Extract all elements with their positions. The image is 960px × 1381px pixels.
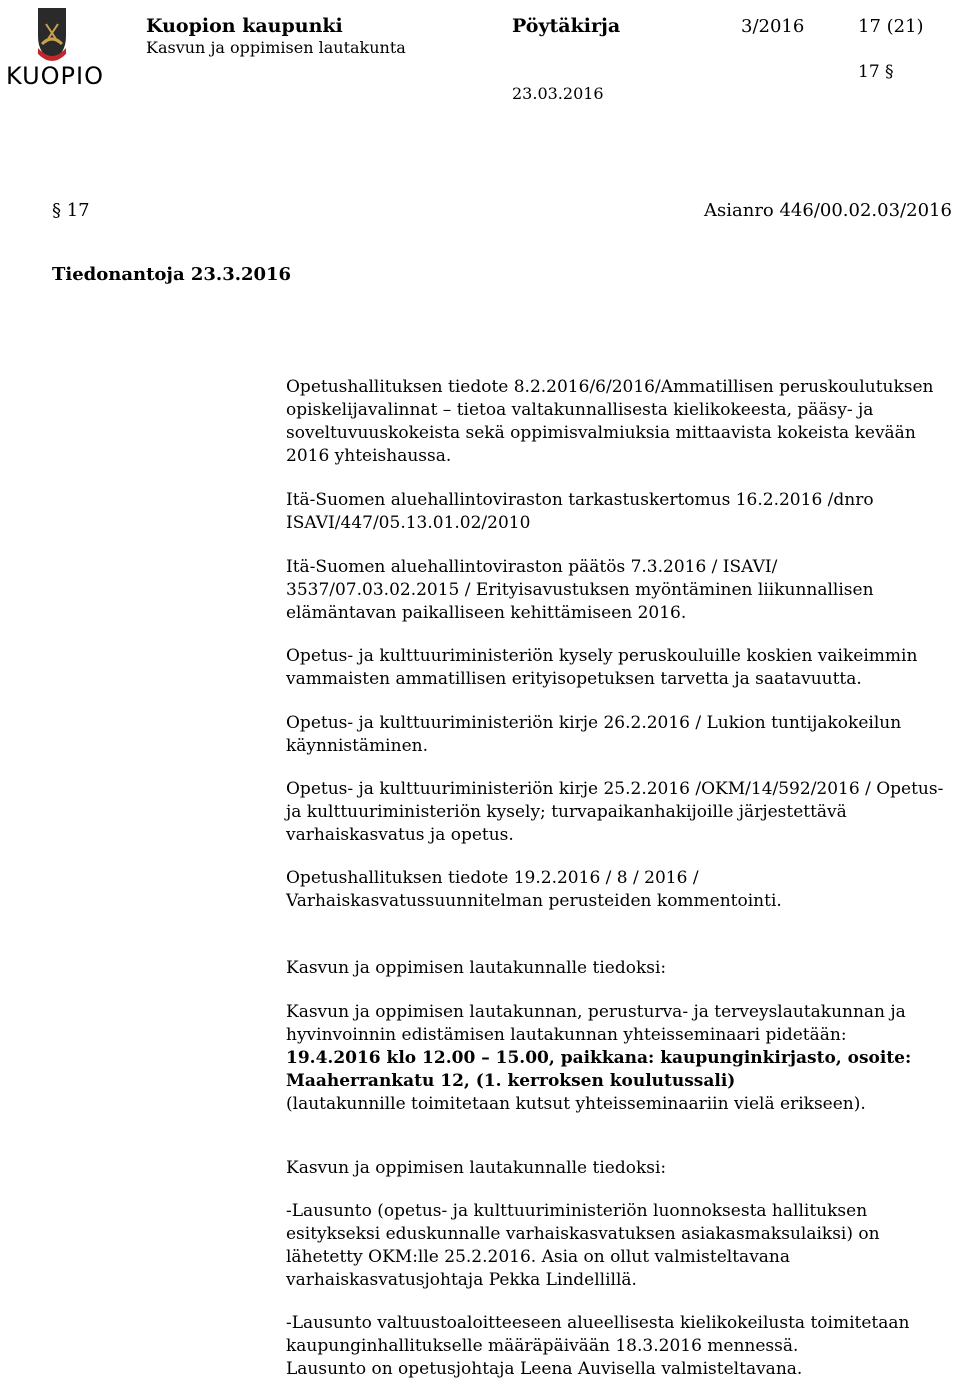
paragraph-6: Opetus- ja kulttuuriministeriön kirje 25.2.2016 /OKM/14/592/2016 / Opetus- ja kulttuuriministeriön kysely; turvapaikanhakijoille järjestettävä varhaiskasvatus ja opetus. <box>286 779 944 845</box>
notice-heading-2: Kasvun ja oppimisen lautakunnalle tiedoksi: <box>286 1158 667 1178</box>
committee-name: Kasvun ja oppimisen lautakunta <box>146 38 406 57</box>
org-name: Kuopion kaupunki <box>146 15 343 37</box>
item-title: Tiedonantoja 23.3.2016 <box>52 264 292 285</box>
statement-item-1: -Lausunto (opetus- ja kulttuuriministeriön luonnoksesta hallituksen esitykseksi eduskunnalle varhaiskasvatuksen asiakasmaksulaiksi) on lähetetty OKM:lle 25.2.2016. Asia on ollut valmisteltavana varhaiskasvatusjohtaja Pekka Lindellillä. <box>286 1201 880 1290</box>
meeting-date: 23.03.2016 <box>512 84 604 103</box>
page-number: 17 (21) <box>858 16 924 37</box>
paragraph-3: Itä-Suomen aluehallintoviraston päätös 7.3.2016 / ISAVI/ 3537/07.03.02.2015 / Erityisavustuksen myöntäminen liikunnallisen elämäntavan paikalliseen kehittämiseen 2016. <box>286 557 874 623</box>
notice-heading-1: Kasvun ja oppimisen lautakunnalle tiedoksi: <box>286 958 667 978</box>
paragraph-7: Opetushallituksen tiedote 19.2.2016 / 8 / 2016 / Varhaiskasvatussuunnitelman perusteiden kommentointi. <box>286 868 782 911</box>
paragraph-4: Opetus- ja kulttuuriministeriön kysely peruskouluille koskien vaikeimmin vammaisten ammatillisen erityisopetuksen tarvetta ja saatavuutta. <box>286 646 918 689</box>
doc-number: 3/2016 <box>741 16 805 37</box>
case-number: Asianro 446/00.02.03/2016 <box>704 200 952 221</box>
section-number: § 17 <box>52 200 90 221</box>
seminar-details: 19.4.2016 klo 12.00 – 15.00, paikkana: kaupunginkirjasto, osoite: Maaherrankatu 12, (1. kerroksen koulutussali) <box>286 1048 912 1091</box>
seminar-notice <box>286 1001 946 1116</box>
statement-item-3: Lausunto on opetusjohtaja Leena Auvisella valmisteltavana. <box>286 1359 803 1379</box>
paragraph-1: Opetushallituksen tiedote 8.2.2016/6/2016/Ammatillisen peruskoulutuksen opiskelijavalinnat – tietoa valtakunnallisesta kielikokeesta, pääsy- ja soveltuvuuskokeista sekä oppimisvalmiuksia mittaavista kokeista kevään 2016 yhteishaussa. <box>286 377 934 466</box>
seminar-note: (lautakunnille toimitetaan kutsut yhteisseminaariin vielä erikseen). <box>286 1094 866 1114</box>
logo-wordmark: KUOPIO <box>6 62 104 90</box>
seminar-intro: Kasvun ja oppimisen lautakunnan, perusturva- ja terveyslautakunnan ja hyvinvoinnin edistämisen lautakunnan yhteisseminaari pidetään: <box>286 1002 906 1045</box>
paragraph-2: Itä-Suomen aluehallintoviraston tarkastuskertomus 16.2.2016 /dnro ISAVI/447/05.13.01.02/2010 <box>286 490 874 533</box>
statement-item-2-block <box>286 1312 946 1381</box>
paragraph-5: Opetus- ja kulttuuriministeriön kirje 26.2.2016 / Lukion tuntijakokeilun käynnistäminen. <box>286 713 902 756</box>
kuopio-logo <box>6 4 104 94</box>
statement-item-2: -Lausunto valtuustoaloitteeseen alueellisesta kielikokeilusta toimitetaan kaupunginhallitukselle määräpäivään 18.3.2016 mennessä. <box>286 1313 910 1356</box>
doc-type: Pöytäkirja <box>512 15 621 37</box>
section-ref: 17 § <box>858 62 894 82</box>
